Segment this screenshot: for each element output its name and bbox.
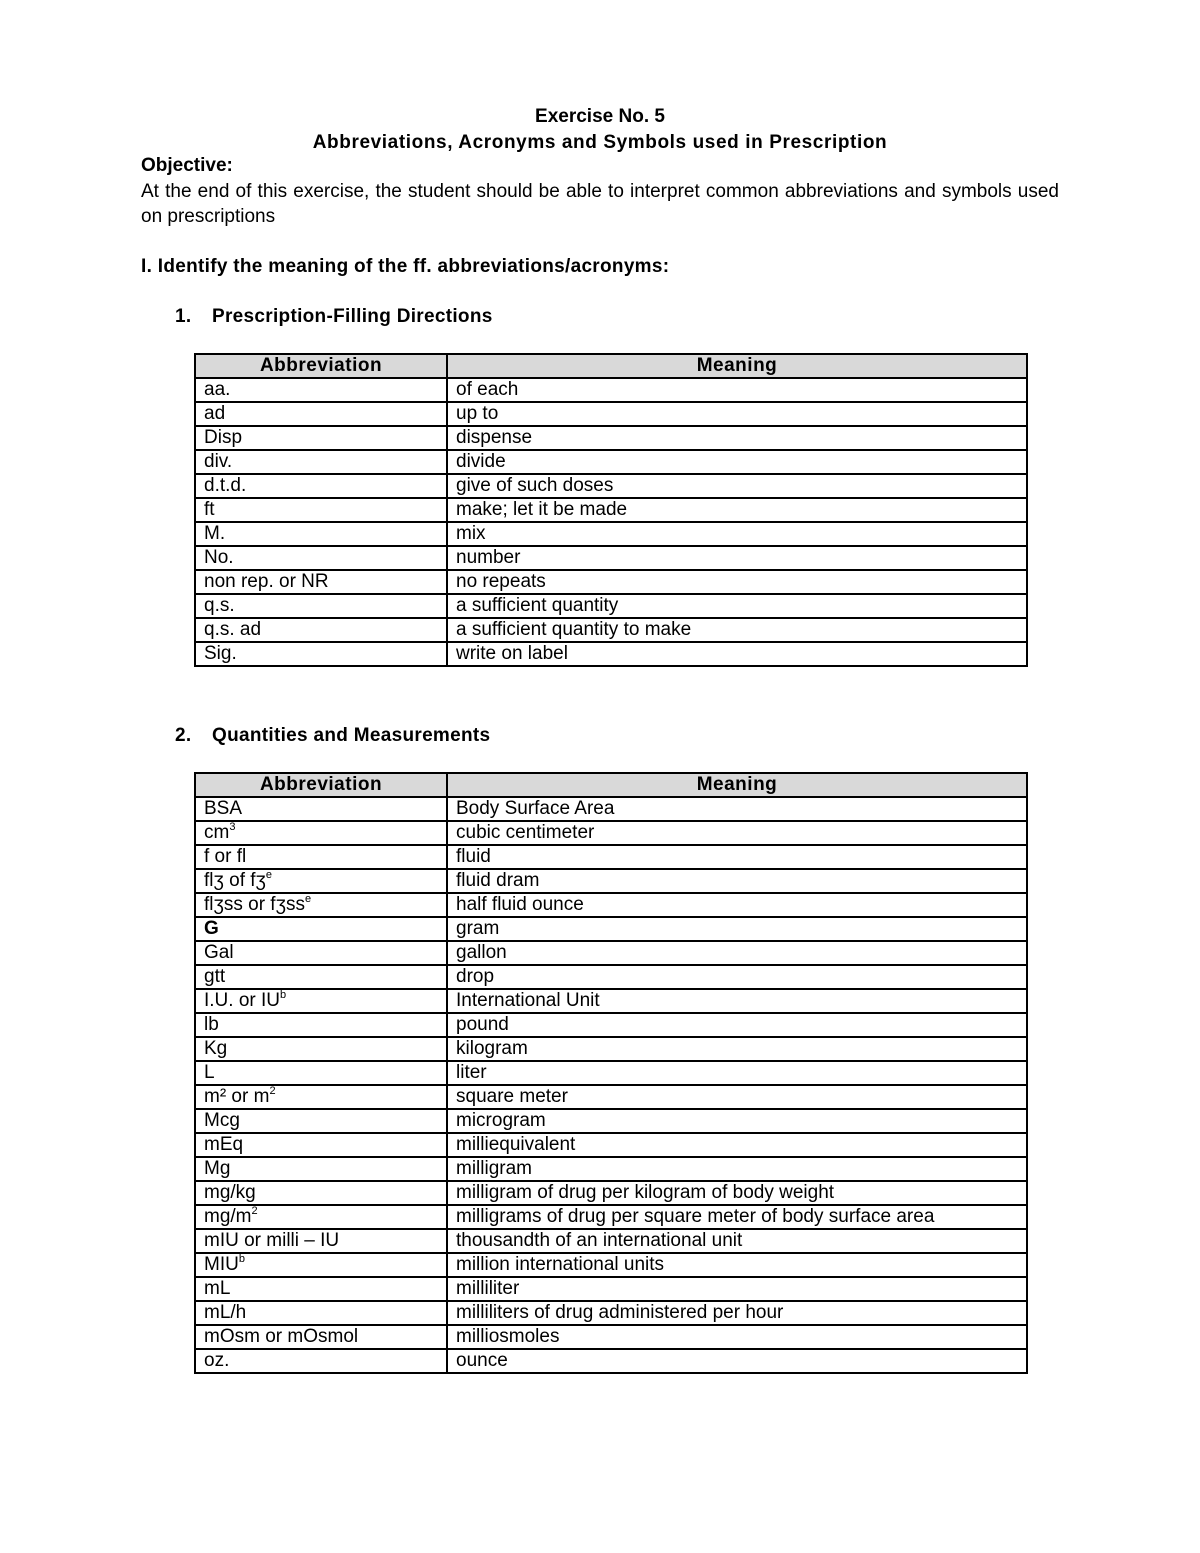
meaning-header: Meaning — [447, 354, 1027, 378]
abbreviation-text: MIU — [204, 1254, 239, 1275]
abbreviation-text: Kg — [204, 1038, 228, 1059]
abbreviation-text: L — [204, 1062, 215, 1083]
abbreviation-cell — [195, 917, 447, 941]
meaning-cell: liter — [447, 1061, 1027, 1085]
subsection-heading-1 — [175, 305, 493, 329]
table-header-row — [195, 354, 1027, 378]
table-body — [195, 797, 1027, 1373]
meaning-cell: milliliters of drug administered per hour — [447, 1301, 1027, 1325]
abbreviation-header: Abbreviation — [195, 773, 447, 797]
meaning-cell: thousandth of an international unit — [447, 1229, 1027, 1253]
table-row — [195, 1205, 1027, 1229]
table-row — [195, 1037, 1027, 1061]
meaning-cell: give of such doses — [447, 474, 1027, 498]
meaning-cell: gallon — [447, 941, 1027, 965]
abbreviation-cell — [195, 642, 447, 666]
abbreviation-text: gtt — [204, 966, 226, 987]
abbreviation-text: Sig. — [204, 643, 237, 664]
abbreviation-cell — [195, 941, 447, 965]
abbreviation-cell — [195, 1061, 447, 1085]
table-row — [195, 917, 1027, 941]
table-row — [195, 1349, 1027, 1373]
meaning-cell: dispense — [447, 426, 1027, 450]
abbreviation-cell — [195, 1181, 447, 1205]
abbreviation-cell — [195, 1253, 447, 1277]
meaning-cell: milligrams of drug per square meter of body surface area — [447, 1205, 1027, 1229]
abbreviation-text: ft — [204, 499, 215, 520]
table-row — [195, 1253, 1027, 1277]
meaning-cell: cubic centimeter — [447, 821, 1027, 845]
table-row — [195, 797, 1027, 821]
abbreviation-text: Mg — [204, 1158, 231, 1179]
table-row — [195, 402, 1027, 426]
table-row — [195, 570, 1027, 594]
abbreviation-cell — [195, 1205, 447, 1229]
abbreviation-text: div. — [204, 451, 233, 472]
abbreviation-text: mIU or milli – IU — [204, 1230, 340, 1251]
abbreviation-text: mEq — [204, 1134, 244, 1155]
section-heading: I. Identify the meaning of the ff. abbreviations/acronyms: — [141, 256, 670, 277]
table-row — [195, 941, 1027, 965]
abbreviation-text: mL — [204, 1278, 231, 1299]
table-row — [195, 1085, 1027, 1109]
superscript: 2 — [269, 1085, 276, 1097]
abbreviation-cell — [195, 546, 447, 570]
abbreviation-text: non rep. or NR — [204, 571, 329, 592]
table-row — [195, 1301, 1027, 1325]
subsection-heading-2 — [175, 724, 490, 748]
abbreviation-text: flʒss or fʒss — [204, 894, 305, 915]
meaning-cell: up to — [447, 402, 1027, 426]
abbreviation-cell — [195, 450, 447, 474]
prescription-filling-table — [194, 353, 1028, 667]
table-row — [195, 989, 1027, 1013]
document-subtitle: Abbreviations, Acronyms and Symbols used in Prescription — [312, 132, 888, 153]
table-row — [195, 845, 1027, 869]
abbreviation-text: Mcg — [204, 1110, 240, 1131]
superscript: b — [238, 1253, 245, 1265]
abbreviation-cell — [195, 821, 447, 845]
abbreviation-text: q.s. — [204, 595, 235, 616]
abbreviation-cell — [195, 426, 447, 450]
superscript: e — [265, 869, 273, 881]
abbreviation-text: ad — [204, 403, 226, 424]
abbreviation-cell — [195, 965, 447, 989]
abbreviation-cell — [195, 594, 447, 618]
abbreviation-text: G — [204, 918, 219, 939]
abbreviation-text: d.t.d. — [204, 475, 247, 496]
meaning-cell: milligram of drug per kilogram of body weight — [447, 1181, 1027, 1205]
abbreviation-cell — [195, 570, 447, 594]
meaning-cell: mix — [447, 522, 1027, 546]
meaning-cell: write on label — [447, 642, 1027, 666]
abbreviation-cell — [195, 378, 447, 402]
abbreviation-text: flʒ of fʒ — [204, 870, 266, 891]
superscript: e — [304, 893, 312, 905]
abbreviation-cell — [195, 474, 447, 498]
abbreviation-text: I.U. or IU — [204, 990, 281, 1011]
superscript: 2 — [251, 1205, 258, 1217]
meaning-cell: milliliter — [447, 1277, 1027, 1301]
abbreviation-cell — [195, 1349, 447, 1373]
table-row — [195, 594, 1027, 618]
abbreviation-text: mg/kg — [204, 1182, 256, 1203]
abbreviation-cell — [195, 1037, 447, 1061]
table-row — [195, 474, 1027, 498]
table-header-row — [195, 773, 1027, 797]
abbreviation-text: mg/m — [204, 1206, 252, 1227]
table-body — [195, 378, 1027, 666]
meaning-cell: fluid — [447, 845, 1027, 869]
table-row — [195, 1109, 1027, 1133]
table-row — [195, 1061, 1027, 1085]
abbreviation-cell — [195, 522, 447, 546]
abbreviation-text: mL/h — [204, 1302, 247, 1323]
meaning-cell: ounce — [447, 1349, 1027, 1373]
table-row — [195, 1325, 1027, 1349]
abbreviation-cell — [195, 1325, 447, 1349]
meaning-cell: drop — [447, 965, 1027, 989]
table-row — [195, 546, 1027, 570]
abbreviation-cell — [195, 845, 447, 869]
table-row — [195, 1133, 1027, 1157]
document-title: Exercise No. 5 — [535, 106, 665, 127]
abbreviation-cell — [195, 1277, 447, 1301]
table-row — [195, 821, 1027, 845]
table-row — [195, 378, 1027, 402]
subsection-title: Quantities and Measurements — [212, 725, 491, 746]
abbreviation-cell — [195, 869, 447, 893]
meaning-cell: kilogram — [447, 1037, 1027, 1061]
abbreviation-header: Abbreviation — [195, 354, 447, 378]
abbreviation-text: aa. — [204, 379, 231, 400]
objective-text: At the end of this exercise, the student should be able to interpret common abbreviations and symbols used on prescriptions — [141, 181, 1059, 227]
abbreviation-cell — [195, 1157, 447, 1181]
abbreviation-cell — [195, 402, 447, 426]
meaning-cell: milliosmoles — [447, 1325, 1027, 1349]
meaning-cell: half fluid ounce — [447, 893, 1027, 917]
abbreviation-text: q.s. ad — [204, 619, 262, 640]
table-row — [195, 642, 1027, 666]
table-row — [195, 1229, 1027, 1253]
abbreviation-cell — [195, 797, 447, 821]
meaning-cell: microgram — [447, 1109, 1027, 1133]
abbreviation-cell — [195, 1109, 447, 1133]
abbreviation-cell — [195, 618, 447, 642]
subsection-title: Prescription-Filling Directions — [212, 306, 493, 327]
abbreviation-cell — [195, 1229, 447, 1253]
abbreviation-cell — [195, 1013, 447, 1037]
subsection-number: 1. — [175, 306, 192, 327]
table-row — [195, 426, 1027, 450]
table-row — [195, 965, 1027, 989]
abbreviation-cell — [195, 989, 447, 1013]
abbreviation-text: f or fl — [204, 846, 247, 867]
table-row — [195, 498, 1027, 522]
objective-label: Objective: — [141, 155, 233, 176]
meaning-cell: milligram — [447, 1157, 1027, 1181]
meaning-cell: of each — [447, 378, 1027, 402]
table-row — [195, 1277, 1027, 1301]
meaning-cell: a sufficient quantity — [447, 594, 1027, 618]
meaning-cell: a sufficient quantity to make — [447, 618, 1027, 642]
meaning-cell: no repeats — [447, 570, 1027, 594]
abbreviation-text: m² or m — [204, 1086, 270, 1107]
meaning-cell: International Unit — [447, 989, 1027, 1013]
table-row — [195, 618, 1027, 642]
abbreviation-cell — [195, 1301, 447, 1325]
meaning-cell: Body Surface Area — [447, 797, 1027, 821]
table-row — [195, 869, 1027, 893]
meaning-cell: divide — [447, 450, 1027, 474]
meaning-cell: square meter — [447, 1085, 1027, 1109]
abbreviation-cell — [195, 1085, 447, 1109]
table-row — [195, 893, 1027, 917]
abbreviation-text: oz. — [204, 1350, 230, 1371]
meaning-cell: gram — [447, 917, 1027, 941]
abbreviation-cell — [195, 498, 447, 522]
abbreviation-text: No. — [204, 547, 234, 568]
abbreviation-text: lb — [204, 1014, 219, 1035]
table-row — [195, 1181, 1027, 1205]
table-row — [195, 450, 1027, 474]
abbreviation-text: mOsm or mOsmol — [204, 1326, 359, 1347]
meaning-cell: number — [447, 546, 1027, 570]
abbreviation-text: Disp — [204, 427, 243, 448]
meaning-header: Meaning — [447, 773, 1027, 797]
table-row — [195, 1013, 1027, 1037]
meaning-cell: million international units — [447, 1253, 1027, 1277]
abbreviation-cell — [195, 1133, 447, 1157]
superscript: b — [280, 989, 287, 1001]
meaning-cell: make; let it be made — [447, 498, 1027, 522]
abbreviation-cell — [195, 893, 447, 917]
meaning-cell: milliequivalent — [447, 1133, 1027, 1157]
superscript: 3 — [229, 821, 236, 833]
abbreviation-text: cm — [204, 822, 230, 843]
table-row — [195, 522, 1027, 546]
abbreviation-text: Gal — [204, 942, 234, 963]
meaning-cell: pound — [447, 1013, 1027, 1037]
quantities-measurements-table — [194, 772, 1028, 1374]
abbreviation-text: BSA — [204, 798, 243, 819]
meaning-cell: fluid dram — [447, 869, 1027, 893]
abbreviation-text: M. — [204, 523, 226, 544]
table-row — [195, 1157, 1027, 1181]
subsection-number: 2. — [175, 725, 192, 746]
